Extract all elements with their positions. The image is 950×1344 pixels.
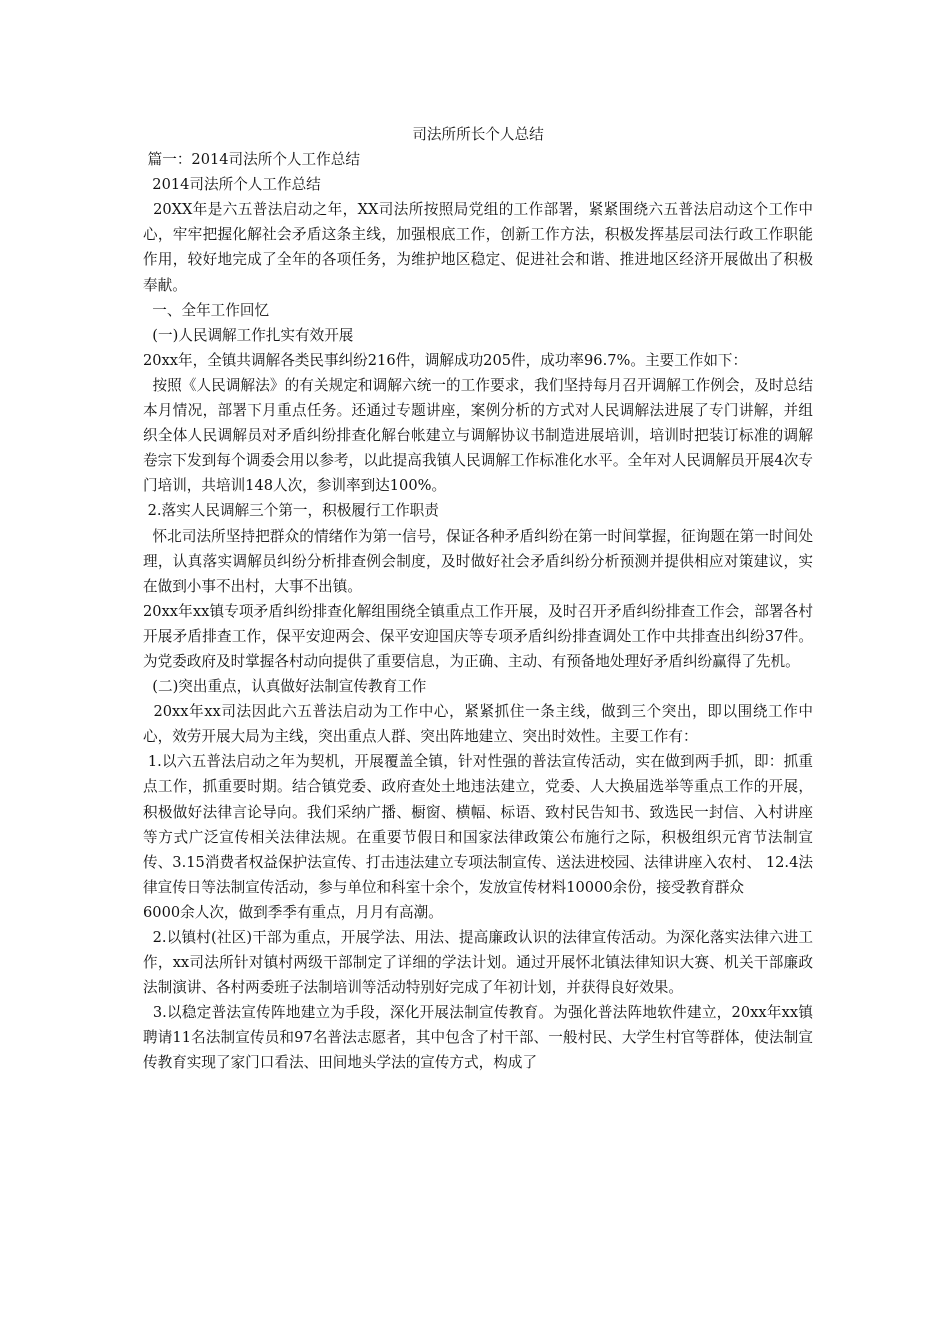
paragraph: 1.以六五普法启动之年为契机，开展覆盖全镇，针对性强的普法宣传活动，实在做到两手抓，即：抓重点工作，抓重要时期。结合镇党委、政府查处土地违法建立，党委、人大换届选举等重点工作的开展，积极做好法律言论导向。我们采纳广播、橱窗、横幅、标语、致村民告知书、致选民一封信、入村讲座等方式广泛宣传相关法律法规。在重要节假日和国家法律政策公布施行之际，积极组织元宵节法制宣传、3.15消费者权益保护法宣传、打击违法建立专项法制宣传、送法进校园、法律讲座入农村、 12.4法律宣传日等法制宣传活动，参与单位和科室十余个，发放宣传材料10000余份，接受教育群众 <box>143 753 814 896</box>
paragraph: (二)突出重点，认真做好法制宣传教育工作 <box>143 678 427 696</box>
paragraph: 6000余人次，做到季季有重点，月月有高潮。 <box>143 903 443 921</box>
document-page <box>143 122 813 1076</box>
paragraph: 3.以稳定普法宣传阵地建立为手段，深化开展法制宣传教育。为强化普法阵地软件建立，20xx年xx镇聘请11名法制宣传员和97名普法志愿者，其中包含了村干部、一般村民、大学生村官等群体，使法制宣传教育实现了家门口看法、田间地头学法的宣传方式，构成了 <box>143 1004 814 1072</box>
document-title: 司法所所长个人总结 <box>412 126 544 143</box>
paragraph: (一)人民调解工作扎实有效开展 <box>143 326 354 344</box>
paragraph: 一、全年工作回忆 <box>143 301 270 319</box>
paragraph: 2.以镇村(社区)干部为重点，开展学法、用法、提高廉政认识的法律宣传活动。为深化落实法律六进工作，xx司法所针对镇村两级干部制定了详细的学法计划。通过开展怀北镇法律知识大赛、机关干部廉政法制演讲、各村两委班子法制培训等活动特别好完成了年初计划，并获得良好效果。 <box>143 929 813 997</box>
paragraph: 2.落实人民调解三个第一，积极履行工作职责 <box>143 502 439 520</box>
paragraph: 20xx年xx镇专项矛盾纠纷排查化解组围绕全镇重点工作开展，及时召开矛盾纠纷排查工作会，部署各村开展矛盾排查工作，保平安迎两会、保平安迎国庆等专项矛盾纠纷排查调处工作中共排查出纠纷37件。为党委政府及时掌握各村动向提供了重要信息，为正确、主动、有预备地处理好矛盾纠纷赢得了先机。 <box>143 602 813 670</box>
paragraph: 20XX年是六五普法启动之年，XX司法所按照局党组的工作部署，紧紧围绕六五普法启动这个工作中心，牢牢把握化解社会矛盾这条主线，加强根底工作，创新工作方法，积极发挥基层司法行政工作职能作用，较好地完成了全年的各项任务，为维护地区稳定、促进社会和谐、推进地区经济开展做出了积极奉献。 <box>143 201 813 294</box>
document-body <box>143 147 813 1075</box>
paragraph: 20xx年，全镇共调解各类民事纠纷216件，调解成功205件，成功率96.7%。主要工作如下： <box>143 351 748 369</box>
paragraph: 篇一：2014司法所个人工作总结 <box>143 151 360 169</box>
paragraph: 怀北司法所坚持把群众的情绪作为第一信号，保证各种矛盾纠纷在第一时间掌握，征询题在第一时间处理，认真落实调解员纠纷分析排查例会制度，及时做好社会矛盾纠纷分析预测并提供相应对策建议，实在做到小事不出村，大事不出镇。 <box>143 527 813 595</box>
paragraph: 按照《人民调解法》的有关规定和调解六统一的工作要求，我们坚持每月召开调解工作例会，及时总结本月情况，部署下月重点任务。还通过专题讲座，案例分析的方式对人民调解法进展了专门讲解，并组织全体人民调解员对矛盾纠纷排查化解台帐建立与调解协议书制造进展培训，培训时把装订标准的调解卷宗下发到每个调委会用以参考，以此提高我镇人民调解工作标准化水平。全年对人民调解员开展4次专门培训，共培训148人次，参训率到达100%。 <box>143 376 813 495</box>
paragraph: 2014司法所个人工作总结 <box>143 176 321 194</box>
paragraph: 20xx年xx司法因此六五普法启动为工作中心，紧紧抓住一条主线，做到三个突出，即以围绕工作中心，效劳开展大局为主线，突出重点人群、突出阵地建立、突出时效性。主要工作有： <box>143 703 813 746</box>
